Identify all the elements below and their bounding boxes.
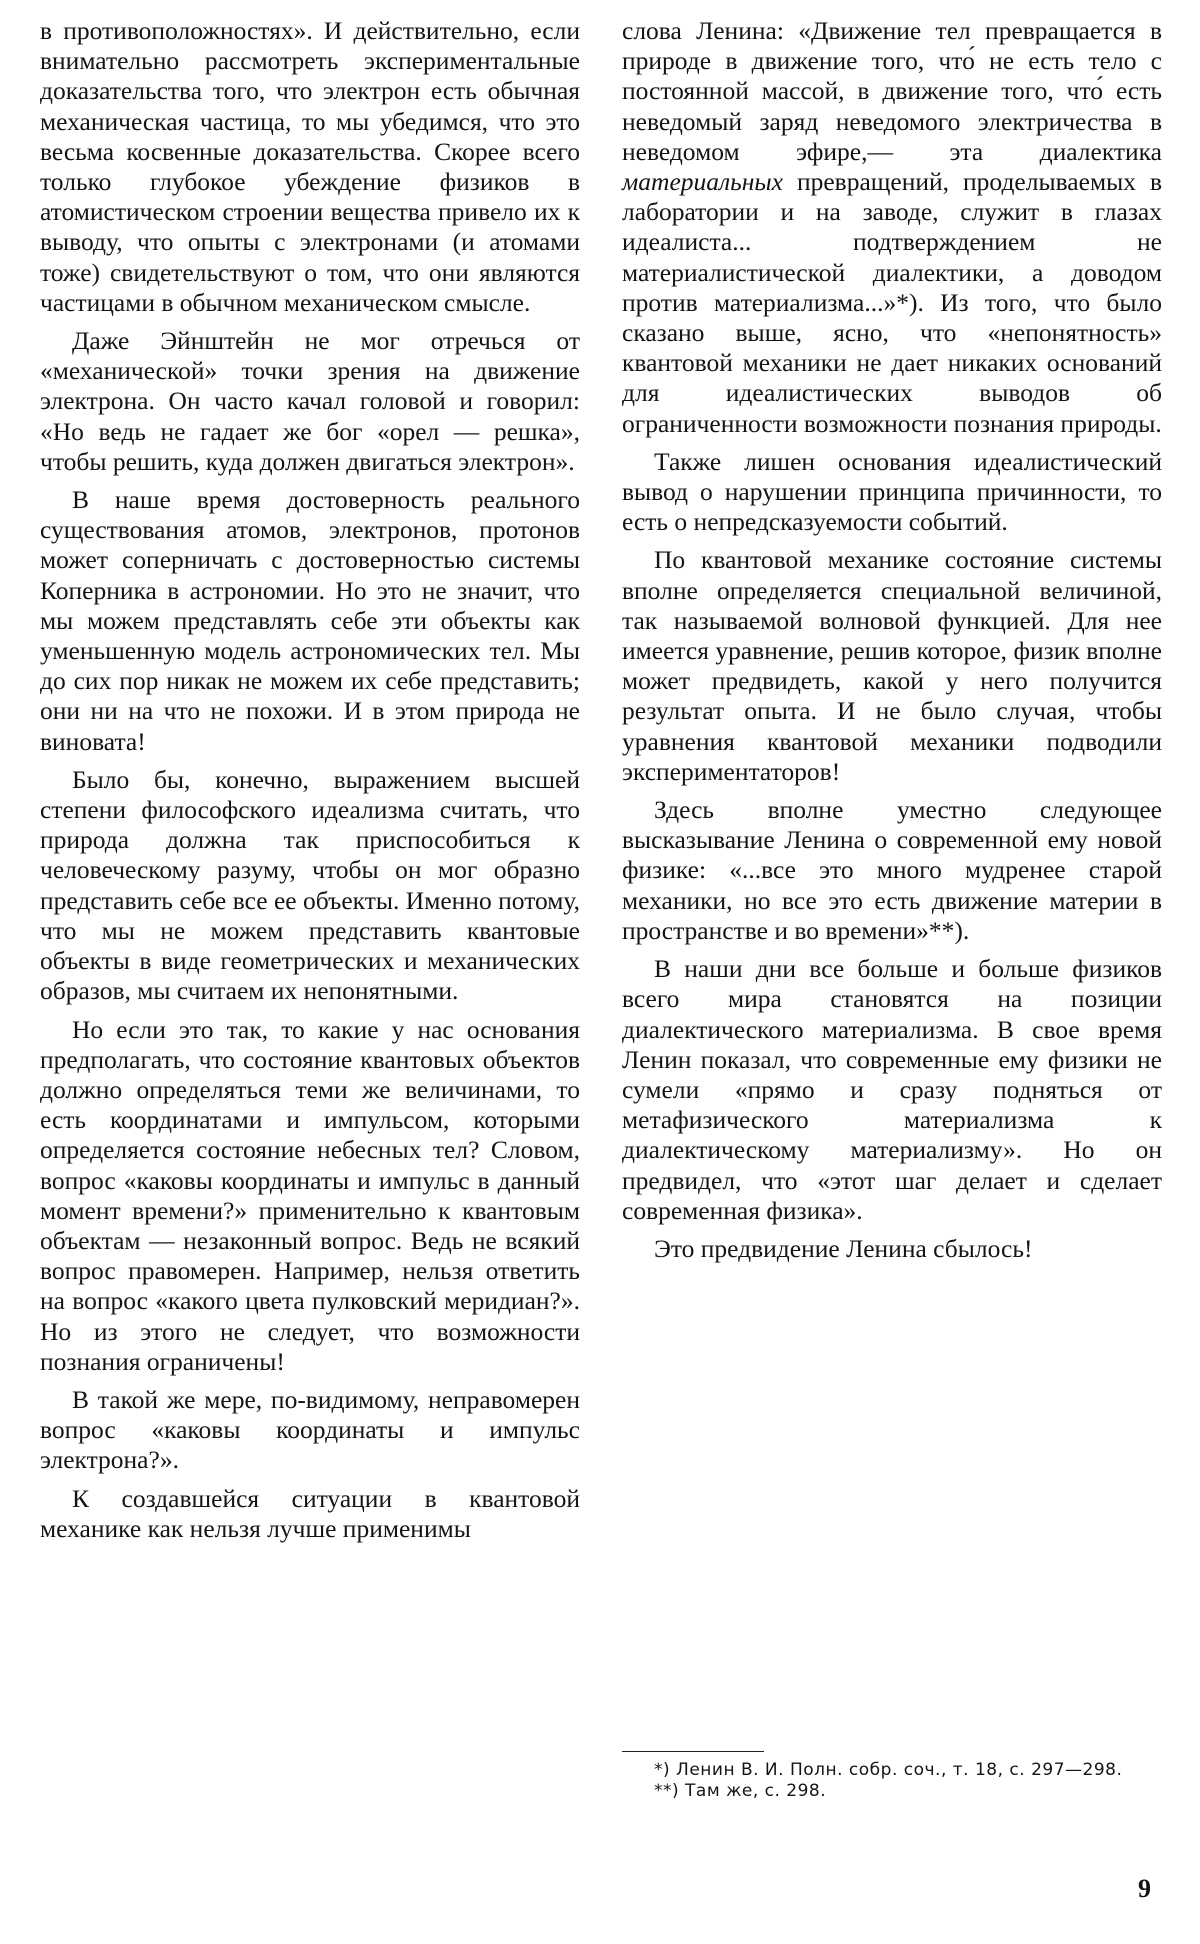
quote-text-lead: слова Ленина: «Движение тел превращается в природе в движение того, что́ не есть тело с постоянной массой, в движение того, что́ есть неведомый заряд неведомого электричества в неведомом эфире,— эта диалектика	[622, 16, 1162, 166]
quote-emphasis: материальных	[622, 167, 783, 197]
footnote-divider	[622, 1751, 764, 1752]
footnote: *) Ленин В. И. Полн. собр. соч., т. 18, с. 297—298.	[654, 1760, 1123, 1780]
paragraph: Было бы, конечно, выражением высшей степени философского идеализма считать, что природа должна так приспособиться к человеческому разуму, чтобы он мог образно представить себе все ее объекты. Именно потому, что мы не можем представить квантовые объекты в виде геометрических и механических образов, мы считаем их непонятными.	[40, 764, 580, 1006]
right-column	[622, 16, 1162, 1264]
footnote: **) Там же, с. 298.	[654, 1781, 827, 1801]
paragraph: Даже Эйнштейн не мог отречься от «механической» точки зрения на движение электрона. Он часто качал головой и говорил: «Но ведь не гадает же бог «орел — решка», чтобы решить, куда должен двигаться электрон».	[40, 326, 580, 476]
paragraph: Здесь вполне уместно следующее высказывание Ленина о современной ему новой физике: «...все это много мудренее старой механики, но все это есть движение материи в пространстве и во времени»**).	[622, 795, 1162, 945]
quote-text-tail: превращений, проделываемых в лаборатории и на заводе, служит в глазах идеалиста... подтверждением не материалистической диалектики, а доводом против материализма...»*). Из того, что было сказано выше, ясно, что «непонятность» квантовой механики не дает никаких оснований для идеалистических выводов об ограниченности возможности познания природы.	[622, 167, 1162, 438]
paragraph: В наше время достоверность реального существования атомов, электронов, протонов может соперничать с достоверностью системы Коперника в астрономии. Но это не значит, что мы можем представлять себе эти объекты как уменьшенную модель астрономических тел. Мы до сих пор никак не можем их себе представить; они ни на что не похожи. И в этом природа не виновата!	[40, 485, 580, 756]
lenin-quote-paragraph	[622, 16, 1162, 439]
paragraph: В наши дни все больше и больше физиков всего мира становятся на позиции диалектического материализма. В свое время Ленин показал, что современные ему физики не сумели «прямо и сразу подняться от метафизического материализма к диалектическому материализму». Но он предвидел, что «этот шаг делает и сделает современная физика».	[622, 954, 1162, 1225]
paragraph: Также лишен основания идеалистический вывод о нарушении принципа причинности, то есть о непредсказуемости событий.	[622, 446, 1162, 537]
page-number: 9	[1138, 1874, 1151, 1903]
footnotes	[622, 1760, 1162, 1802]
paragraph: К создавшейся ситуации в квантовой механике как нельзя лучше применимы	[40, 1483, 580, 1543]
closing-line: Это предвидение Ленина сбылось!	[654, 1233, 1033, 1263]
paragraph: Но если это так, то какие у нас основания предполагать, что состояние квантовых объектов должно определяться теми же величинами, то есть координатами и импульсом, которыми определяется состояние небесных тел? Словом, вопрос «каковы координаты и импульс в данный момент времени?» применительно к квантовым объектам — незаконный вопрос. Ведь не всякий вопрос правомерен. Например, нельзя ответить на вопрос «какого цвета пулковский меридиан?». Но из этого не следует, что возможности познания ограничены!	[40, 1014, 580, 1376]
paragraph: в противоположностях». И действительно, если внимательно рассмотреть экспериментальные доказательства того, что электрон есть обычная механическая частица, то мы убедимся, что это весьма косвенные доказательства. Скорее всего только глубокое убеждение физиков в атомистическом строении вещества привело их к выводу, что опыты с электронами (и атомами тоже) свидетельствуют о том, что они являются частицами в обычном механическом смысле.	[40, 16, 580, 317]
left-column	[40, 16, 580, 1544]
paragraph: В такой же мере, по-видимому, неправомерен вопрос «каковы координаты и импульс электрона?».	[40, 1384, 580, 1475]
paragraph: По квантовой механике состояние системы вполне определяется специальной величиной, так называемой волновой функцией. Для нее имеется уравнение, решив которое, физик вполне может предвидеть, какой у него получится результат опыта. И не было случая, чтобы уравнения квантовой механики подводили экспериментаторов!	[622, 545, 1162, 786]
